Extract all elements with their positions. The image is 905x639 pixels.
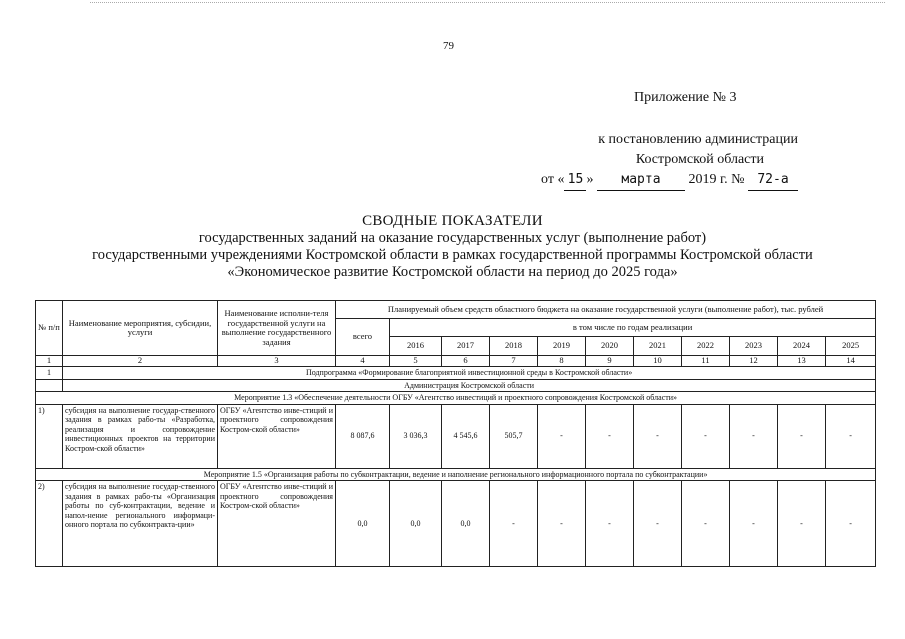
column-number: 1 bbox=[36, 356, 63, 367]
column-number-row bbox=[36, 356, 876, 367]
decree-reference bbox=[498, 130, 798, 191]
row-value: - bbox=[826, 404, 876, 468]
decree-month: марта bbox=[597, 170, 685, 191]
row-value: - bbox=[730, 404, 778, 468]
administration-row bbox=[36, 379, 876, 392]
header-year: 2017 bbox=[442, 337, 490, 356]
row-value: - bbox=[730, 481, 778, 567]
row-value: - bbox=[586, 481, 634, 567]
row-total: 0,0 bbox=[336, 481, 390, 567]
header-year: 2016 bbox=[390, 337, 442, 356]
decree-number: 72-а bbox=[748, 170, 798, 191]
row-executor: ОГБУ «Агентство инве-стиций и проектного сопровождения Костром-ской области» bbox=[218, 404, 336, 468]
title-line-3: государственными учреждениями Костромской области в рамках государственной программы Костромской области bbox=[92, 247, 813, 263]
date-mid: » bbox=[586, 172, 594, 187]
header-year: 2019 bbox=[538, 337, 586, 356]
decree-year: 2019 г. № bbox=[688, 172, 745, 187]
row-value: 505,7 bbox=[490, 404, 538, 468]
header-total: всего bbox=[336, 319, 390, 356]
measure-2-title: Мероприятие 1.5 «Организация работы по субконтрактации, ведение и наполнение регионального информационного портала по субконтрактации» bbox=[36, 468, 876, 481]
column-number: 10 bbox=[634, 356, 682, 367]
document-title bbox=[0, 213, 905, 281]
header-executor: Наименование исполни-теля государственной услуги на выполнение государственного задания bbox=[218, 301, 336, 356]
header-budget: Планируемый объем средств областного бюджета на оказание государственной услуги (выполнение работ), тыс. рублей bbox=[336, 301, 876, 319]
row-activity: субсидия на выполнение государ-ственного задания в рамках рабо-ты «Организация работы по суб-контрактации, ведение и напол-нение регионального информаци-онного портала по субконтракта-ции» bbox=[63, 481, 218, 567]
row-value: 0,0 bbox=[390, 481, 442, 567]
indicators-table bbox=[35, 300, 876, 567]
measure-1-title: Мероприятие 1.3 «Обеспечение деятельности ОГБУ «Агентство инвестиций и проектного сопровождения Костромской области» bbox=[36, 392, 876, 405]
header-year: 2021 bbox=[634, 337, 682, 356]
table-row bbox=[36, 404, 876, 468]
column-number: 4 bbox=[336, 356, 390, 367]
row-activity: субсидия на выполнение государ-ственного задания в рамках рабо-ты «Разработка, реализация и сопровождение инвестиционных проектов на территории Костром-ской области» bbox=[63, 404, 218, 468]
header-year: 2022 bbox=[682, 337, 730, 356]
column-number: 6 bbox=[442, 356, 490, 367]
empty-cell bbox=[36, 379, 63, 392]
appendix-label: Приложение № 3 bbox=[634, 90, 737, 105]
row-value: - bbox=[682, 404, 730, 468]
header-year: 2023 bbox=[730, 337, 778, 356]
row-value: 0,0 bbox=[442, 481, 490, 567]
row-value: 3 036,3 bbox=[390, 404, 442, 468]
row-value: - bbox=[778, 404, 826, 468]
measure-row bbox=[36, 392, 876, 405]
column-number: 5 bbox=[390, 356, 442, 367]
row-number: 2) bbox=[36, 481, 63, 567]
subprogram-number: 1 bbox=[36, 367, 63, 380]
decree-date-line bbox=[498, 170, 798, 191]
row-value: - bbox=[634, 481, 682, 567]
row-value: - bbox=[538, 481, 586, 567]
header-year: 2025 bbox=[826, 337, 876, 356]
header-activity: Наименование мероприятия, субсидии, услуги bbox=[63, 301, 218, 356]
column-number: 13 bbox=[778, 356, 826, 367]
column-number: 3 bbox=[218, 356, 336, 367]
scan-edge-dots bbox=[90, 2, 885, 4]
row-value: - bbox=[826, 481, 876, 567]
row-value: 4 545,6 bbox=[442, 404, 490, 468]
column-number: 11 bbox=[682, 356, 730, 367]
column-number: 12 bbox=[730, 356, 778, 367]
row-value: - bbox=[682, 481, 730, 567]
row-value: - bbox=[490, 481, 538, 567]
subprogram-row bbox=[36, 367, 876, 380]
column-number: 9 bbox=[586, 356, 634, 367]
header-year: 2018 bbox=[490, 337, 538, 356]
header-by-years: в том числе по годам реализации bbox=[390, 319, 876, 337]
decree-day: 15 bbox=[564, 170, 586, 191]
row-value: - bbox=[538, 404, 586, 468]
row-value: - bbox=[634, 404, 682, 468]
row-value: - bbox=[586, 404, 634, 468]
row-total: 8 087,6 bbox=[336, 404, 390, 468]
header-year: 2024 bbox=[778, 337, 826, 356]
column-number: 14 bbox=[826, 356, 876, 367]
page-number: 79 bbox=[443, 40, 454, 52]
table-row bbox=[36, 481, 876, 567]
subprogram-title: Подпрограмма «Формирование благоприятной инвестиционной среды в Костромской области» bbox=[63, 367, 876, 380]
row-executor: ОГБУ «Агентство инве-стиций и проектного сопровождения Костром-ской области» bbox=[218, 481, 336, 567]
row-number: 1) bbox=[36, 404, 63, 468]
column-number: 8 bbox=[538, 356, 586, 367]
header-no: № п/п bbox=[36, 301, 63, 356]
title-line-2: государственных заданий на оказание государственных услуг (выполнение работ) bbox=[198, 230, 707, 246]
decree-line-2: Костромской области bbox=[635, 152, 764, 167]
administration-title: Администрация Костромской области bbox=[63, 379, 876, 392]
header-year: 2020 bbox=[586, 337, 634, 356]
column-number: 7 bbox=[490, 356, 538, 367]
decree-line-1: к постановлению администрации bbox=[598, 132, 798, 147]
column-number: 2 bbox=[63, 356, 218, 367]
title-line-4: «Экономическое развитие Костромской области на период до 2025 года» bbox=[227, 264, 678, 280]
date-prefix: от « bbox=[541, 172, 565, 187]
title-main: СВОДНЫЕ ПОКАЗАТЕЛИ bbox=[362, 213, 543, 229]
row-value: - bbox=[778, 481, 826, 567]
measure-row bbox=[36, 468, 876, 481]
